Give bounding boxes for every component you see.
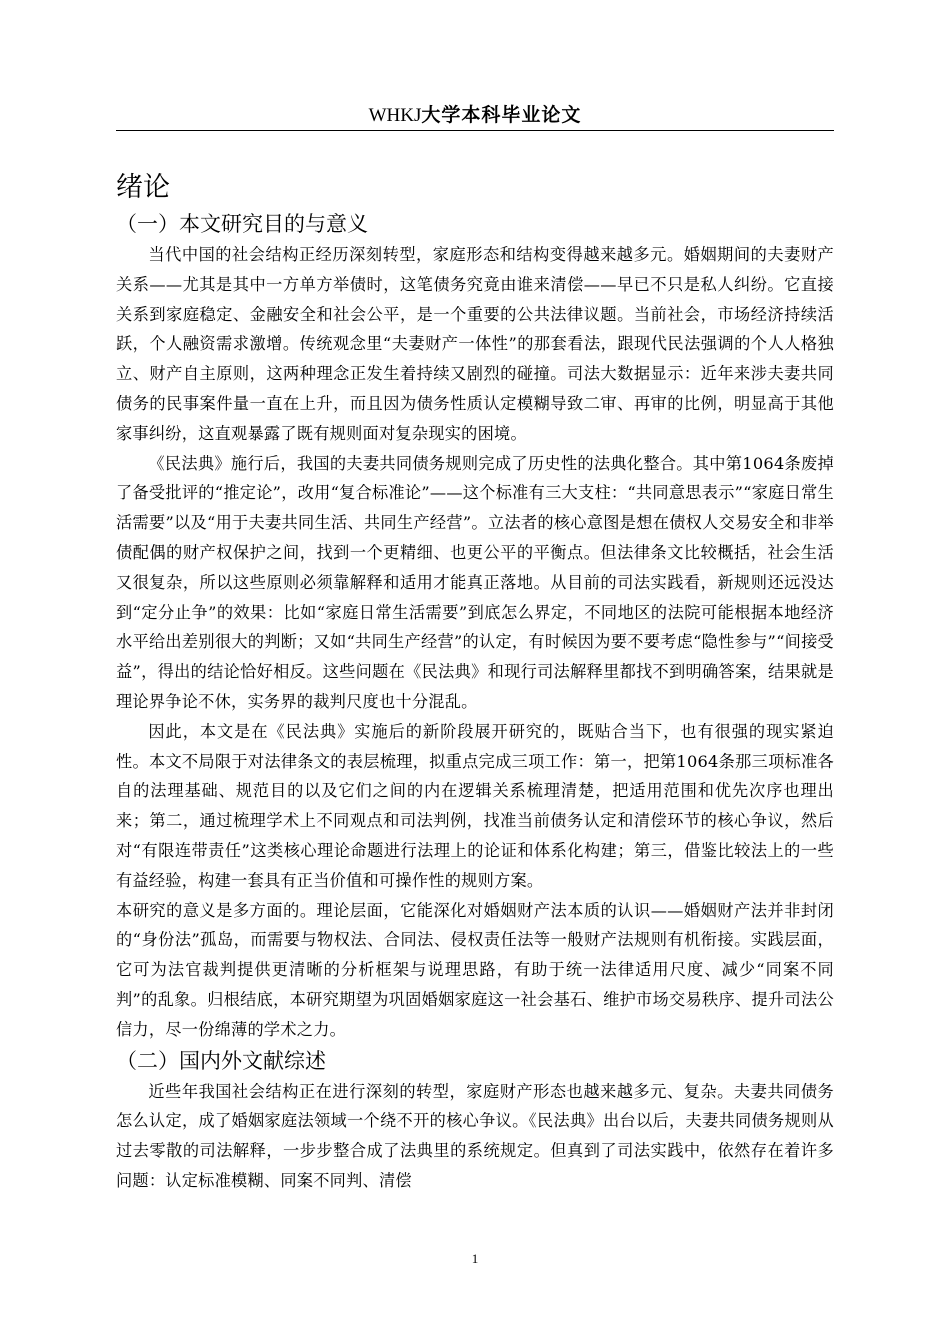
section-title-purpose: （一）本文研究目的与意义 bbox=[116, 212, 368, 236]
paragraph: 《民法典》施行后，我国的夫妻共同债务规则完成了历史性的法典化整合。其中第1064条废掉了备受批评的“推定论”，改用“复合标准论”——这个标准有三大支柱：“共同意思表示”“家庭日常生活需要”以及“用于夫妻共同生活、共同生产经营”。立法者的核心意图是想在债权人交易安全和非举债配偶的财产权保护之间，找到一个更精细、也更公平的平衡点。但法律条文比较概括，社会生活又很复杂，所以这些原则必须靠解释和适用才能真正落地。从目前的司法实践看，新规则还远没达到“定分止争”的效果：比如“家庭日常生活需要”到底怎么界定，不同地区的法院可能根据本地经济水平给出差别很大的判断；又如“共同生产经营”的认定，有时候因为要不要考虑“隐性参与”“间接受益”，得出的结论恰好相反。这些问题在《民法典》和现行司法解释里都找不到明确答案，结果就是理论界争论不休，实务界的裁判尺度也十分混乱。 bbox=[116, 453, 834, 711]
paragraph: 近些年我国社会结构正在进行深刻的转型，家庭财产形态也越来越多元、复杂。夫妻共同债务怎么认定，成了婚姻家庭法领域一个绕不开的核心争议。《民法典》出台以后，夫妻共同债务规则从过去零散的司法解释，一步步整合成了法典里的系统规定。但真到了司法实践中，依然存在着许多问题：认定标准模糊、同案不同判、清偿 bbox=[116, 1081, 834, 1190]
page-number: 1 bbox=[471, 1251, 479, 1266]
running-header bbox=[116, 100, 834, 130]
paragraph: 当代中国的社会结构正经历深刻转型，家庭形态和结构变得越来越多元。婚姻期间的夫妻财产关系——尤其是其中一方单方举债时，这笔债务究竟由谁来清偿——早已不只是私人纠纷。它直接关系到家庭稳定、金融安全和社会公平，是一个重要的公共法律议题。当前社会，市场经济持续活跃，个人融资需求激增。传统观念里“夫妻财产一体性”的那套看法，跟现代民法强调的个人人格独立、财产自主原则，这两种理念正发生着持续又剧烈的碰撞。司法大数据显示：近年来涉夫妻共同债务的民事案件量一直在上升，而且因为债务性质认定模糊导致二审、再审的比例，明显高于其他家事纠纷，这直观暴露了既有规则面对复杂现实的困境。 bbox=[116, 245, 834, 443]
chapter-title: 绪论 bbox=[116, 172, 170, 203]
header-institution-code: WHKJ bbox=[368, 105, 422, 126]
paragraph: 因此，本文是在《民法典》实施后的新阶段展开研究的，既贴合当下，也有很强的现实紧迫性。本文不局限于对法律条文的表层梳理，拟重点完成三项工作：第一，把第1064条那三项标准各自的法理基础、规范目的以及它们之间的内在逻辑关系梳理清楚，把适用范围和优先次序也理出来；第二，通过梳理学术上不同观点和司法判例，找准当前债务认定和清偿环节的核心争议，然后对“有限连带责任”这类核心理论命题进行法理上的论证和体系化构建；第三，借鉴比较法上的一些有益经验，构建一套具有正当价值和可操作性的规则方案。 bbox=[116, 721, 834, 890]
section-title-literature-review: （二）国内外文献综述 bbox=[116, 1048, 326, 1073]
paragraph: 本研究的意义是多方面的。理论层面，它能深化对婚姻财产法本质的认识——婚姻财产法并非封闭的“身份法”孤岛，而需要与物权法、合同法、侵权责任法等一般财产法规则有机衔接。实践层面，它可为法官裁判提供更清晰的分析框架与说理思路，有助于统一法律适用尺度、减少“同案不同判”的乱象。归根结底，本研究期望为巩固婚姻家庭这一社会基石、维护市场交易秩序、提升司法公信力，尽一份绵薄的学术之力。 bbox=[116, 900, 834, 1039]
header-document-type: 大学本科毕业论文 bbox=[421, 104, 582, 126]
page-body bbox=[116, 168, 834, 1196]
header-rule bbox=[116, 130, 834, 131]
